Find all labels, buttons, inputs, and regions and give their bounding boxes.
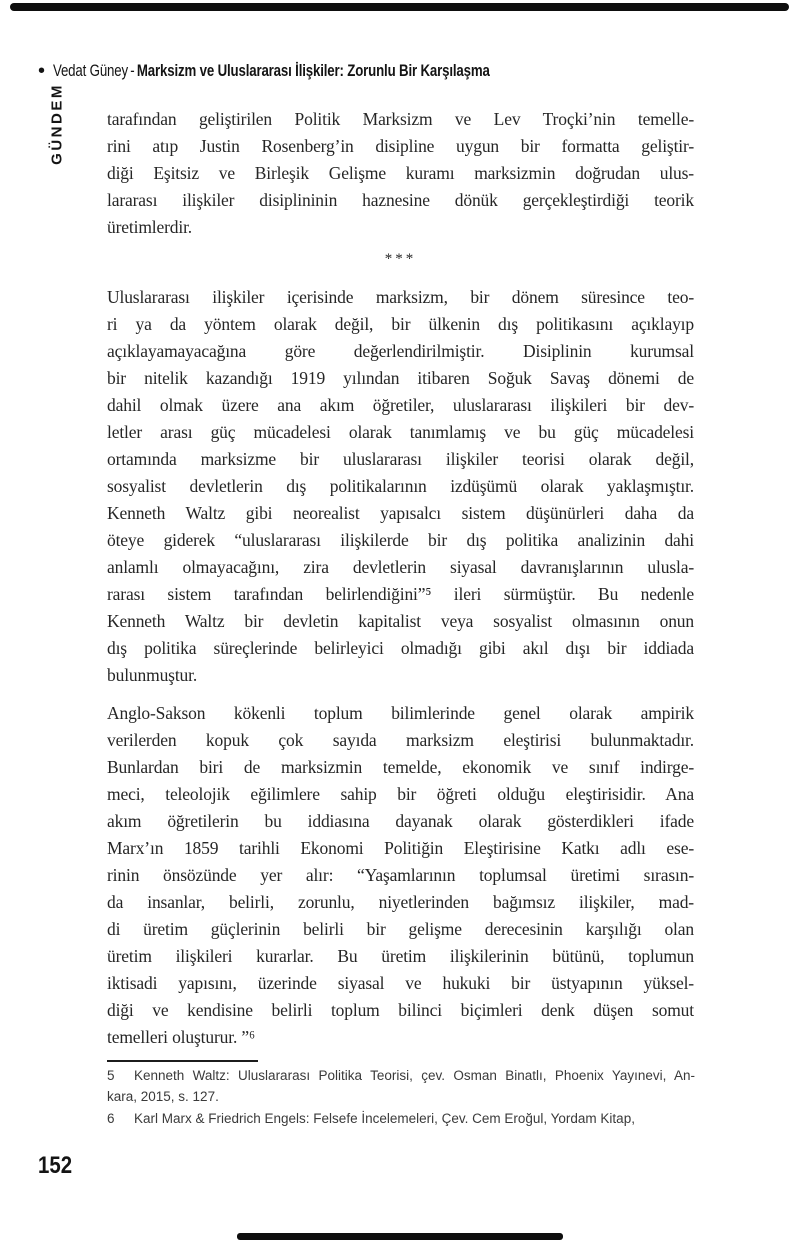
text-line: Bunlardan biri de marksizmin temelde, ekonomik ve sınıf indirge- [107, 757, 694, 777]
text-line: Kenneth Waltz gibi neorealist yapısalcı sistem düşünürleri daha da [107, 503, 694, 523]
text-line: bir nitelik kazandığı 1919 yılından itibaren Soğuk Savaş dönemi de [107, 368, 694, 388]
text-line: temelleri oluşturur. ”⁶ [107, 1027, 255, 1047]
text-line: rini atıp Justin Rosenberg’in disipline uygun bir formatta geliştir- [107, 136, 694, 156]
text-line: Kenneth Waltz bir devletin kapitalist veya sosyalist olmasının onun [107, 611, 694, 631]
paragraph-3 [107, 700, 694, 1051]
text-line: lararası ilişkiler disiplininin haznesine dönük gerçekleştirdiği teorik [107, 190, 694, 210]
footnote-line [107, 1109, 695, 1130]
text-line: ri ya da yöntem olarak değil, bir ülkenin dış politikasını açıklayıp [107, 314, 694, 334]
text-line: di üretim güçlerinin belirli bir gelişme derecesinin karşılığı olan [107, 919, 694, 939]
article-body [107, 106, 694, 1051]
text-line: üretimlerdir. [107, 217, 193, 237]
header-dash: - [130, 61, 135, 80]
text-line: rinin önsözünde yer alır: “Yaşamlarının toplumsal üretimi sırasın- [107, 865, 694, 885]
text-line: üretim ilişkileri kurarlar. Bu üretim ilişkilerinin bütünü, toplumun [107, 946, 694, 966]
footnote-line: kara, 2015, s. 127. [107, 1088, 219, 1104]
text-line: dahil olmak üzere ana akım öğretiler, uluslararası ilişkileri bir dev- [107, 395, 694, 415]
footnote-text: Kenneth Waltz: Uluslararası Politika Teorisi, çev. Osman Binatlı, Phoenix Yayınevi, An- [134, 1068, 695, 1083]
text-line: bulunmuştur. [107, 665, 198, 685]
footnote-number: 5 [107, 1068, 115, 1083]
text-line: diği ve kendisine belirli toplum bilinci biçimleri denk düşen somut [107, 1000, 694, 1020]
text-line: meci, teleolojik eğilimlere sahip bir öğreti olduğu eleştirisidir. Ana [107, 784, 694, 804]
text-line: Uluslararası ilişkiler içerisinde marksizm, bir dönem süresince teo- [107, 287, 694, 307]
header-article-title: Marksizm ve Uluslararası İlişkiler: Zorunlu Bir Karşılaşma [136, 61, 490, 80]
footnotes [107, 1066, 695, 1130]
footnote-text: Karl Marx & Friedrich Engels: Felsefe İncelemeleri, Çev. Cem Eroğul, Yordam Kitap, [134, 1111, 635, 1126]
running-header-text [53, 61, 490, 81]
footnote-line [107, 1066, 695, 1087]
running-header [38, 61, 613, 81]
section-label-gundem: GÜNDEM [48, 83, 66, 165]
text-line: letler arası güç mücadelesi olarak tanımlamış ve bu güç mücadelesi [107, 422, 694, 442]
text-line: Anglo-Sakson kökenli toplum bilimlerinde genel olarak ampirik [107, 703, 694, 723]
text-line: da insanlar, belirli, zorunlu, niyetlerinden bağımsız ilişkiler, mad- [107, 892, 694, 912]
page-number: 152 [38, 1152, 73, 1179]
scan-artifact-bottom-bar [237, 1233, 563, 1240]
header-author: Vedat Güney [53, 61, 128, 80]
paragraph-1 [107, 106, 694, 241]
text-line: ortamında marksizme bir uluslararası ilişkiler teorisi olarak değil, [107, 449, 694, 469]
text-line: iktisadi yapısını, üzerinde siyasal ve hukuki bir üstyapının yüksel- [107, 973, 694, 993]
text-line: verilerden kopuk çok sayıda marksizm eleştirisi bulunmaktadır. [107, 730, 694, 750]
section-divider: *** [384, 251, 417, 267]
text-line: dış politika süreçlerinde belirleyici olmadığı gibi akıl dışı bir iddiada [107, 638, 694, 658]
footnote-6 [107, 1109, 695, 1130]
text-line: tarafından geliştirilen Politik Marksizm ve Lev Troçki’nin temelle- [107, 109, 694, 129]
text-line: öteye giderek “uluslararası ilişkilerde bir dış politika analizinin dahi [107, 530, 694, 550]
text-line: rarası sistem tarafından belirlendiğini”⁵ ileri sürmüştür. Bu nedenle [107, 584, 694, 604]
footnote-number: 6 [107, 1111, 115, 1126]
paragraph-2 [107, 284, 694, 689]
text-line: diği Eşitsiz ve Birleşik Gelişme kuramı marksizmin doğrudan ulus- [107, 163, 694, 183]
scan-artifact-top-bar [10, 3, 789, 11]
footnote-separator-rule [107, 1060, 258, 1062]
text-line: açıklayamayacağına göre değerlendirilmiştir. Disiplinin kurumsal [107, 341, 694, 361]
text-line: Marx’ın 1859 tarihli Ekonomi Politiğin Eleştirisine Katkı adlı ese- [107, 838, 694, 858]
text-line: sosyalist devletlerin dış politikalarının izdüşümü olarak yaklaşmıştır. [107, 476, 694, 496]
text-line: anlamlı olmayacağını, zira devletlerin siyasal davranışlarının ulusla- [107, 557, 694, 577]
text-line: akım öğretilerin bu iddiasına dayanak olarak gösterdikleri ifade [107, 811, 694, 831]
header-bullet-icon: • [38, 60, 46, 82]
footnote-5 [107, 1066, 695, 1107]
